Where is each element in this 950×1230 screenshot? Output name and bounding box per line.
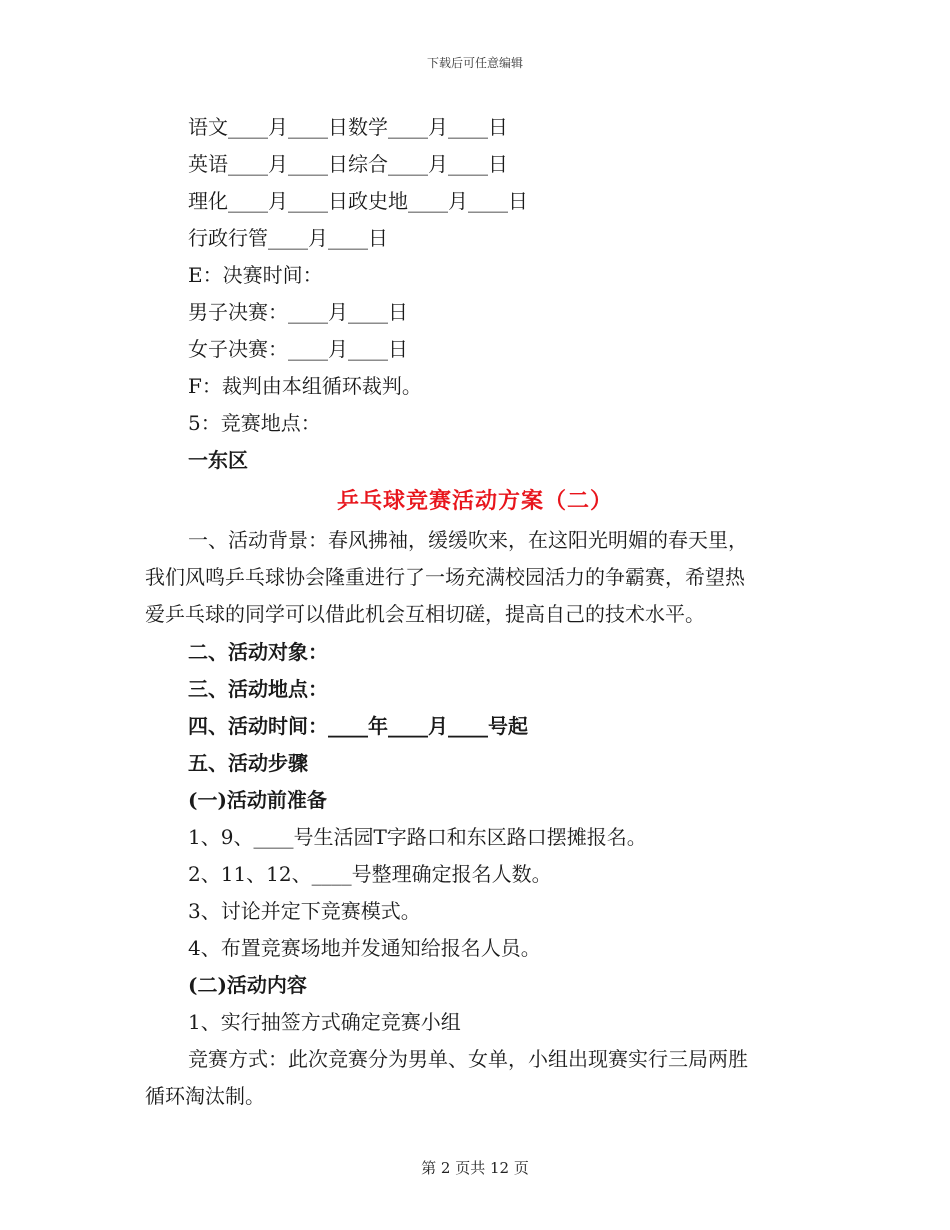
format-line-2: 循环淘汰制。 xyxy=(145,1084,265,1108)
prep-item-4: 4、布置竞赛场地并发通知给报名人员。 xyxy=(188,936,541,960)
content-item-1: 1、实行抽签方式确定竞赛小组 xyxy=(188,1010,461,1034)
background-line-1: 一、活动背景：春风拂袖，缓缓吹来，在这阳光明媚的春天里， xyxy=(188,528,748,552)
format-line-1: 竞赛方式：此次竞赛分为男单、女单，小组出现赛实行三局两胜 xyxy=(188,1047,748,1071)
prep-item-1: 1、9、____号生活园T字路口和东区路口摆摊报名。 xyxy=(188,825,647,849)
background-line-3: 爱乒乓球的同学可以借此机会互相切磋，提高自己的技术水平。 xyxy=(145,602,705,626)
schedule-line-english-comprehensive: 英语____月____日综合____月____日 xyxy=(188,152,508,176)
men-final-line: 男子决赛：____月____日 xyxy=(188,300,408,324)
women-final-line: 女子决赛：____月____日 xyxy=(188,337,408,361)
section-target: 二、活动对象： xyxy=(188,640,328,664)
section-location: 三、活动地点： xyxy=(188,677,328,701)
prep-heading: (一)活动前准备 xyxy=(188,788,327,812)
referee-line: F：裁判由本组循环裁判。 xyxy=(188,374,422,398)
header-note: 下载后可任意编辑 xyxy=(426,56,523,70)
venue-line: 5：竞赛地点： xyxy=(188,411,321,435)
content-heading: (二)活动内容 xyxy=(188,973,307,997)
schedule-line-science-humanities: 理化____月____日政史地____月____日 xyxy=(188,189,528,213)
document-title: 乒乓球竞赛活动方案（二） xyxy=(336,488,613,514)
section-steps: 五、活动步骤 xyxy=(188,751,308,775)
background-line-2: 我们风鸣乒乓球协会隆重进行了一场充满校园活力的争霸赛，希望热 xyxy=(145,565,745,589)
schedule-line-chinese-math: 语文____月____日数学____月____日 xyxy=(188,115,508,139)
final-time-heading: E：决赛时间： xyxy=(188,263,323,287)
venue-east-district: 一东区 xyxy=(188,448,248,472)
section-time: 四、活动时间：____年____月____号起 xyxy=(188,714,528,738)
prep-item-2: 2、11、12、____号整理确定报名人数。 xyxy=(188,862,552,886)
schedule-line-administration: 行政行管____月____日 xyxy=(188,226,388,250)
page-footer: 第 2 页共 12 页 xyxy=(421,1159,529,1177)
prep-item-3: 3、讨论并定下竞赛模式。 xyxy=(188,899,421,923)
